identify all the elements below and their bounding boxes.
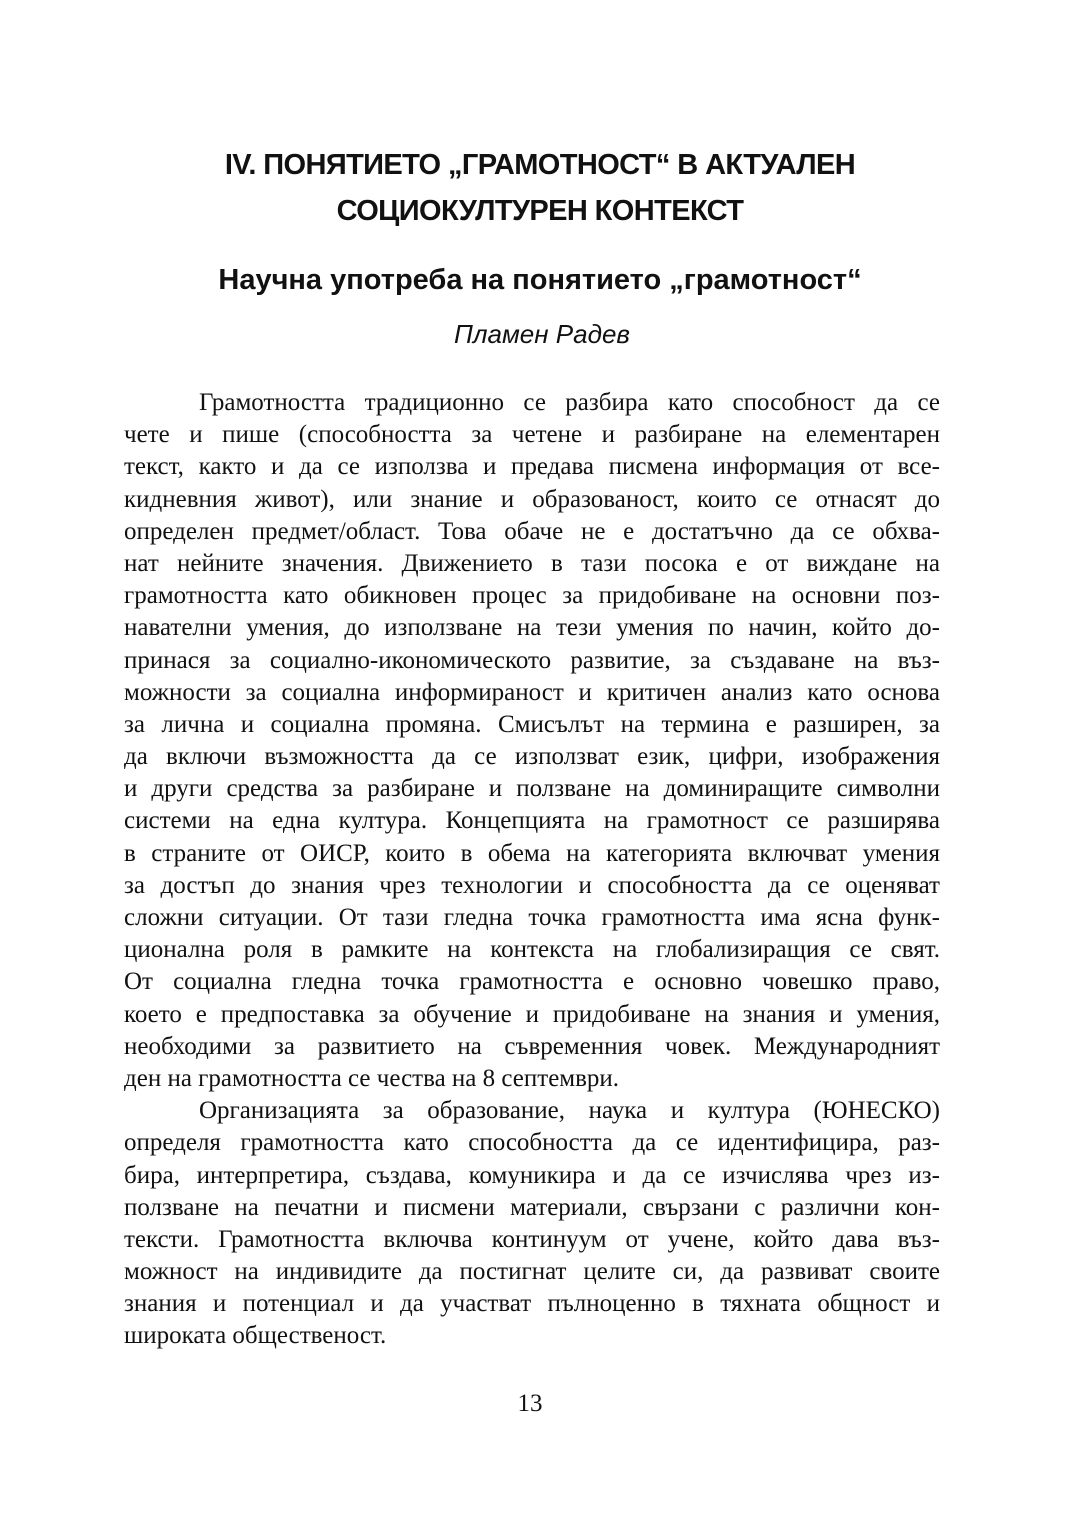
paragraph xyxy=(124,1095,940,1353)
chapter-heading-line-2: СОЦИОКУЛТУРЕН КОНТЕКСТ xyxy=(336,195,744,227)
text-line: ползване на печатни и писмени материали, свързани с различни кон- xyxy=(124,1193,940,1221)
text-line: можност на индивидите да постигнат целите си, да развиват своите xyxy=(124,1258,940,1286)
text-line: за лична и социална промяна. Смисълът на термина е разширен, за xyxy=(124,710,940,738)
text-line: навателни умения, до използване на тези умения по начин, който до- xyxy=(124,614,940,642)
text-line: определен предмет/област. Това обаче не е достатъчно да се обхва- xyxy=(124,517,940,545)
article-title: Научна употреба на понятието „грамотност“ xyxy=(218,264,862,296)
article-body xyxy=(124,387,940,1353)
text-line: широката общественост. xyxy=(124,1322,387,1350)
text-line: системи на една култура. Концепцията на грамотност се разширява xyxy=(124,807,940,835)
text-line: ден на грамотността се чества на 8 септември. xyxy=(124,1064,620,1092)
text-line: необходими за развитието на съвременния човек. Международният xyxy=(124,1032,940,1060)
text-line: да включи възможността да се използват език, цифри, изображения xyxy=(124,743,940,771)
text-line: тексти. Грамотността включва континуум от учене, който дава въз- xyxy=(124,1225,940,1253)
text-line: От социална гледна точка грамотността е основно човешко право, xyxy=(124,968,940,996)
text-line: можности за социална информираност и критичен анализ като основа xyxy=(124,678,940,706)
text-line: нат нейните значения. Движението в тази посока е от виждане на xyxy=(124,549,940,577)
paragraph xyxy=(124,387,940,1095)
text-line: бира, интерпретира, създава, комуникира и да се изчислява чрез из- xyxy=(124,1161,940,1189)
text-line: чете и пише (способността за четене и разбиране на елементарен xyxy=(124,421,940,449)
text-line: в страните от ОИСР, които в обема на категорията включват умения xyxy=(124,839,940,867)
text-line: знания и потенциал и да участват пълноценно в тяхната общност и xyxy=(124,1290,940,1318)
text-line: определя грамотността като способността да се идентифицира, раз- xyxy=(124,1129,940,1157)
text-line: сложни ситуации. От тази гледна точка грамотността има ясна функ- xyxy=(124,904,940,931)
page-number: 13 xyxy=(517,1390,543,1417)
text-line: за достъп до знания чрез технологии и способността да се оценяват xyxy=(124,871,940,899)
chapter-heading xyxy=(100,142,980,234)
text-line: ционална роля в рамките на контекста на глобализиращия се свят. xyxy=(124,936,940,964)
text-line: което е предпоставка за обучение и придобиване на знания и умения, xyxy=(124,1000,940,1028)
text-line: грамотността като обикновен процес за придобиване на основни поз- xyxy=(124,582,940,610)
text-line: принася за социално-икономическото развитие, за създаване на въз- xyxy=(124,646,940,674)
text-line: текст, както и да се използва и предава писмена информация от все- xyxy=(124,453,940,481)
article-author: Пламен Радев xyxy=(454,319,630,349)
text-line: и други средства за разбиране и ползване на доминиращите символни xyxy=(124,775,940,803)
text-line: кидневния живот), или знание и образованост, които се отнасят до xyxy=(124,485,940,513)
text-line: Организацията за образование, наука и култура (ЮНЕСКО) xyxy=(199,1097,940,1125)
text-line: Грамотността традиционно се разбира като способност да се xyxy=(199,389,940,416)
chapter-heading-line-1: IV. ПОНЯТИЕТО „ГРАМОТНОСТ“ В АКТУАЛЕН xyxy=(224,149,856,181)
